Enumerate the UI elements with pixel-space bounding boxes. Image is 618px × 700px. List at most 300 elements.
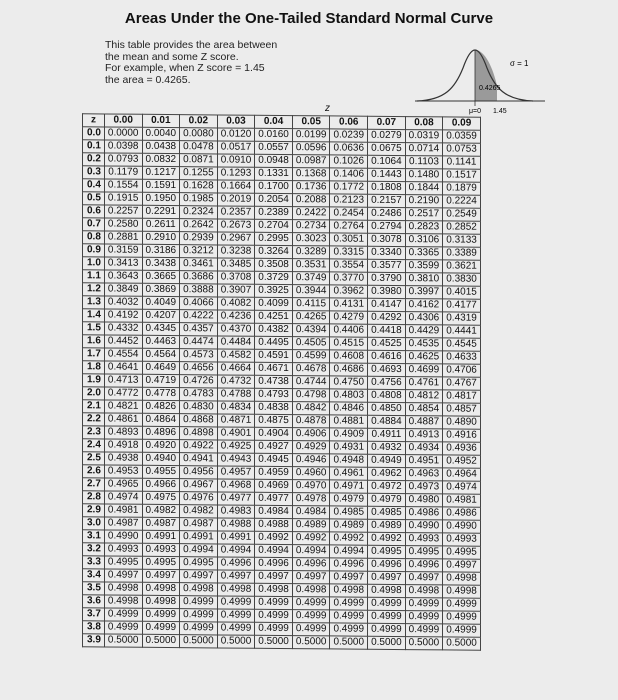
area-cell: 0.4750	[330, 376, 368, 389]
area-cell: 0.4997	[217, 570, 255, 583]
z-value-cell: 0.3	[83, 166, 105, 179]
area-cell: 0.4177	[443, 299, 481, 312]
area-cell: 0.4985	[330, 506, 368, 519]
area-cell: 0.4332	[104, 322, 142, 335]
area-cell: 0.4977	[217, 492, 255, 505]
area-cell: 0.4998	[368, 584, 406, 597]
z-value-label: 1.45	[493, 108, 507, 115]
area-cell: 0.0871	[180, 154, 218, 167]
area-cell: 0.4788	[217, 388, 255, 401]
area-cell: 0.2357	[217, 206, 255, 219]
area-cell: 0.4726	[180, 375, 218, 388]
area-cell: 0.3051	[330, 233, 368, 246]
area-cell: 0.4878	[292, 415, 330, 428]
area-cell: 0.4990	[405, 520, 443, 533]
area-cell: 0.1736	[292, 181, 330, 194]
column-header: 0.05	[292, 116, 330, 129]
area-cell: 0.2967	[217, 232, 255, 245]
z-value-cell: 3.4	[83, 569, 105, 582]
z-value-cell: 1.9	[83, 374, 105, 387]
area-cell: 0.4985	[368, 506, 406, 519]
area-cell: 0.4808	[368, 389, 406, 402]
area-cell: 0.4678	[292, 363, 330, 376]
area-cell: 0.4936	[443, 442, 481, 455]
area-cell: 0.3389	[443, 247, 481, 260]
column-header: 0.07	[368, 116, 406, 129]
area-cell: 0.0359	[443, 130, 481, 143]
area-cell: 0.4999	[255, 609, 293, 622]
area-cell: 0.3461	[180, 258, 218, 271]
area-cell: 0.2517	[405, 208, 443, 221]
area-cell: 0.4999	[255, 596, 293, 609]
area-cell: 0.4938	[104, 452, 142, 465]
area-cell: 0.3186	[142, 244, 180, 257]
column-header: 0.08	[405, 117, 443, 130]
area-cell: 0.4927	[255, 440, 293, 453]
area-cell: 0.3980	[368, 285, 406, 298]
area-cell: 0.4999	[142, 608, 180, 621]
z-value-cell: 3.1	[83, 530, 105, 543]
area-cell: 0.3749	[292, 272, 330, 285]
area-cell: 0.4554	[104, 348, 142, 361]
area-cell: 0.4830	[180, 401, 218, 414]
area-cell: 0.1443	[368, 168, 406, 181]
area-cell: 0.4997	[330, 571, 368, 584]
area-cell: 0.0398	[104, 140, 142, 153]
area-cell: 0.4999	[405, 611, 443, 624]
area-cell: 0.4505	[292, 337, 330, 350]
shaded-area	[475, 50, 497, 101]
area-cell: 0.4941	[180, 453, 218, 466]
z-value-cell: 2.8	[83, 491, 105, 504]
z-value-cell: 2.0	[83, 387, 105, 400]
area-cell: 0.4732	[217, 375, 255, 388]
area-cell: 0.4706	[443, 364, 481, 377]
column-header: 0.03	[217, 115, 255, 128]
area-cell: 0.4952	[443, 455, 481, 468]
area-cell: 0.4965	[104, 478, 142, 491]
area-cell: 0.4918	[104, 439, 142, 452]
area-cell: 0.4998	[142, 582, 180, 595]
area-cell: 0.5000	[217, 635, 255, 648]
area-cell: 0.1700	[255, 180, 293, 193]
area-cell: 0.4951	[405, 455, 443, 468]
area-cell: 0.0239	[330, 129, 368, 142]
area-cell: 0.4999	[104, 608, 142, 621]
area-cell: 0.4564	[142, 348, 180, 361]
area-cell: 0.5000	[443, 637, 481, 650]
area-cell: 0.4980	[405, 494, 443, 507]
area-cell: 0.3508	[255, 258, 293, 271]
area-cell: 0.3665	[142, 270, 180, 283]
area-cell: 0.0160	[255, 128, 293, 141]
area-cell: 0.4986	[405, 507, 443, 520]
area-cell: 0.4999	[217, 609, 255, 622]
area-cell: 0.4535	[405, 338, 443, 351]
area-cell: 0.4861	[104, 413, 142, 426]
z-value-cell: 2.9	[83, 504, 105, 517]
z-value-cell: 3.7	[83, 608, 105, 621]
area-cell: 0.4906	[292, 428, 330, 441]
area-cell: 0.4207	[142, 309, 180, 322]
area-cell: 0.4996	[368, 558, 406, 571]
area-cell: 0.4834	[217, 401, 255, 414]
z-value-cell: 2.7	[83, 478, 105, 491]
area-cell: 0.4992	[368, 532, 406, 545]
area-cell: 0.5000	[368, 636, 406, 649]
area-cell: 0.2190	[405, 195, 443, 208]
area-cell: 0.4999	[255, 622, 293, 635]
z-value-cell: 2.4	[83, 439, 105, 452]
area-cell: 0.4999	[368, 597, 406, 610]
area-cell: 0.4633	[443, 351, 481, 364]
area-cell: 0.1591	[142, 179, 180, 192]
area-cell: 0.4082	[217, 297, 255, 310]
area-cell: 0.4998	[104, 582, 142, 595]
area-cell: 0.2019	[217, 193, 255, 206]
area-cell: 0.4699	[405, 364, 443, 377]
area-cell: 0.4441	[443, 325, 481, 338]
area-cell: 0.4993	[443, 533, 481, 546]
area-cell: 0.3289	[292, 246, 330, 259]
area-cell: 0.2852	[443, 221, 481, 234]
area-cell: 0.4162	[405, 299, 443, 312]
area-cell: 0.0910	[217, 154, 255, 167]
area-cell: 0.4545	[443, 338, 481, 351]
area-cell: 0.3264	[255, 245, 293, 258]
area-cell: 0.4192	[104, 309, 142, 322]
area-cell: 0.4893	[104, 426, 142, 439]
area-cell: 0.4991	[142, 530, 180, 543]
area-cell: 0.4671	[255, 362, 293, 375]
area-cell: 0.4999	[368, 623, 406, 636]
area-cell: 0.4913	[405, 429, 443, 442]
area-cell: 0.4744	[292, 376, 330, 389]
area-cell: 0.1879	[443, 182, 481, 195]
area-cell: 0.4099	[255, 297, 293, 310]
area-cell: 0.1141	[443, 156, 481, 169]
area-cell: 0.4975	[142, 491, 180, 504]
area-cell: 0.4292	[368, 311, 406, 324]
area-cell: 0.4641	[104, 361, 142, 374]
area-cell: 0.4997	[255, 570, 293, 583]
area-cell: 0.3554	[330, 259, 368, 272]
area-cell: 0.3925	[255, 284, 293, 297]
area-cell: 0.1950	[142, 192, 180, 205]
area-cell: 0.3485	[217, 258, 255, 271]
area-cell: 0.4945	[255, 453, 293, 466]
area-cell: 0.3962	[330, 285, 368, 298]
normal-curve-diagram	[415, 28, 565, 118]
area-cell: 0.4999	[104, 621, 142, 634]
z-value-cell: 3.9	[83, 634, 105, 647]
area-cell: 0.4772	[104, 387, 142, 400]
area-cell: 0.4147	[368, 298, 406, 311]
area-cell: 0.3790	[368, 272, 406, 285]
area-cell: 0.1554	[104, 179, 142, 192]
area-cell: 0.4767	[443, 377, 481, 390]
area-cell: 0.4998	[443, 585, 481, 598]
area-cell: 0.4997	[104, 569, 142, 582]
z-value-cell: 2.6	[83, 465, 105, 478]
sigma-label: σ = 1	[510, 59, 529, 68]
area-cell: 0.4991	[217, 531, 255, 544]
area-cell: 0.4783	[180, 388, 218, 401]
area-cell: 0.4738	[255, 375, 293, 388]
area-cell: 0.4994	[180, 544, 218, 557]
area-cell: 0.4495	[255, 336, 293, 349]
area-cell: 0.4909	[330, 428, 368, 441]
area-cell: 0.0557	[255, 141, 293, 154]
area-cell: 0.0040	[142, 127, 180, 140]
area-cell: 0.0517	[217, 141, 255, 154]
area-cell: 0.4868	[180, 414, 218, 427]
area-cell: 0.4969	[255, 479, 293, 492]
area-cell: 0.4998	[405, 585, 443, 598]
area-cell: 0.4992	[255, 531, 293, 544]
area-cell: 0.4996	[330, 558, 368, 571]
z-value-cell: 1.6	[83, 335, 105, 348]
column-header: 0.04	[255, 115, 293, 128]
area-cell: 0.4463	[142, 335, 180, 348]
z-value-cell: 3.2	[83, 543, 105, 556]
column-header: 0.06	[330, 116, 368, 129]
area-cell: 0.4996	[405, 559, 443, 572]
z-value-cell: 3.6	[83, 595, 105, 608]
intro-line: For example, when Z score = 1.45	[105, 62, 265, 74]
area-cell: 0.4986	[443, 507, 481, 520]
area-cell: 0.3212	[180, 245, 218, 258]
area-cell: 0.3830	[443, 273, 481, 286]
area-cell: 0.4573	[180, 349, 218, 362]
area-cell: 0.3531	[292, 259, 330, 272]
z-column-header: z	[83, 114, 105, 127]
area-cell: 0.5000	[405, 637, 443, 650]
area-cell: 0.4394	[292, 324, 330, 337]
column-header: 0.00	[104, 114, 142, 127]
area-cell: 0.4693	[368, 363, 406, 376]
area-cell: 0.1217	[142, 166, 180, 179]
area-cell: 0.4998	[142, 595, 180, 608]
area-cell: 0.4279	[330, 311, 368, 324]
area-cell: 0.4875	[255, 414, 293, 427]
z-value-cell: 2.5	[83, 452, 105, 465]
area-cell: 0.4817	[443, 390, 481, 403]
area-cell: 0.4884	[368, 415, 406, 428]
area-cell: 0.2088	[292, 194, 330, 207]
area-cell: 0.4995	[368, 545, 406, 558]
area-cell: 0.4306	[405, 312, 443, 325]
area-cell: 0.0199	[292, 129, 330, 142]
area-cell: 0.4515	[330, 337, 368, 350]
area-cell: 0.4976	[180, 492, 218, 505]
area-cell: 0.4996	[217, 557, 255, 570]
area-cell: 0.1368	[292, 168, 330, 181]
area-cell: 0.4357	[180, 323, 218, 336]
area-cell: 0.4999	[443, 624, 481, 637]
area-cell: 0.4812	[405, 390, 443, 403]
table-row	[83, 634, 481, 650]
area-cell: 0.4382	[255, 323, 293, 336]
z-value-cell: 1.3	[83, 296, 105, 309]
area-cell: 0.1772	[330, 181, 368, 194]
area-cell: 0.2910	[142, 231, 180, 244]
area-cell: 0.4978	[292, 493, 330, 506]
area-cell: 0.4999	[292, 623, 330, 636]
area-cell: 0.1026	[330, 155, 368, 168]
area-cell: 0.4838	[255, 401, 293, 414]
area-cell: 0.5000	[104, 634, 142, 647]
area-cell: 0.4854	[405, 403, 443, 416]
area-cell: 0.3340	[368, 246, 406, 259]
z-value-cell: 2.1	[83, 400, 105, 413]
area-cell: 0.2549	[443, 208, 481, 221]
area-cell: 0.4964	[443, 468, 481, 481]
z-value-cell: 1.7	[83, 348, 105, 361]
area-cell: 0.1517	[443, 169, 481, 182]
z-value-cell: 0.8	[83, 231, 105, 244]
area-cell: 0.4998	[443, 572, 481, 585]
z-value-cell: 2.2	[83, 413, 105, 426]
area-cell: 0.1406	[330, 168, 368, 181]
area-cell: 0.2611	[142, 218, 180, 231]
area-cell: 0.4803	[330, 389, 368, 402]
z-value-cell: 3.3	[83, 556, 105, 569]
z-value-cell: 1.1	[83, 270, 105, 283]
area-cell: 0.4920	[142, 439, 180, 452]
area-cell: 0.2257	[104, 205, 142, 218]
area-cell: 0.0636	[330, 142, 368, 155]
area-cell: 0.4932	[368, 441, 406, 454]
mean-label: μ=0	[469, 108, 482, 115]
area-cell: 0.4995	[180, 557, 218, 570]
area-cell: 0.3438	[142, 257, 180, 270]
area-cell: 0.0793	[104, 153, 142, 166]
area-cell: 0.4974	[443, 481, 481, 494]
area-cell: 0.4452	[104, 335, 142, 348]
z-value-cell: 0.6	[83, 205, 105, 218]
area-cell: 0.4948	[330, 454, 368, 467]
area-cell: 0.4115	[292, 298, 330, 311]
area-cell: 0.4999	[292, 597, 330, 610]
area-cell: 0.2123	[330, 194, 368, 207]
area-cell: 0.3577	[368, 259, 406, 272]
area-cell: 0.4999	[217, 622, 255, 635]
area-cell: 0.4131	[330, 298, 368, 311]
area-cell: 0.2939	[180, 232, 218, 245]
area-cell: 0.4997	[443, 559, 481, 572]
area-cell: 0.1255	[180, 167, 218, 180]
area-cell: 0.4998	[217, 583, 255, 596]
area-cell: 0.4995	[405, 546, 443, 559]
area-cell: 0.0478	[180, 141, 218, 154]
column-header: 0.09	[443, 117, 481, 130]
z-value-cell: 3.0	[83, 517, 105, 530]
area-cell: 0.4955	[142, 465, 180, 478]
area-cell: 0.2054	[255, 193, 293, 206]
area-cell: 0.4953	[104, 465, 142, 478]
area-cell: 0.4911	[368, 428, 406, 441]
area-cell: 0.4982	[142, 504, 180, 517]
area-cell: 0.4925	[217, 440, 255, 453]
area-cell: 0.4981	[443, 494, 481, 507]
area-cell: 0.4857	[443, 403, 481, 416]
area-cell: 0.4236	[217, 310, 255, 323]
area-cell: 0.4989	[330, 519, 368, 532]
area-cell: 0.4686	[330, 363, 368, 376]
area-cell: 0.4982	[180, 505, 218, 518]
area-cell: 0.4821	[104, 400, 142, 413]
area-cell: 0.1103	[405, 156, 443, 169]
area-cell: 0.4995	[142, 556, 180, 569]
area-cell: 0.3599	[405, 260, 443, 273]
area-cell: 0.5000	[255, 635, 293, 648]
area-cell: 0.0596	[292, 142, 330, 155]
area-cell: 0.4992	[292, 532, 330, 545]
area-cell: 0.4943	[217, 453, 255, 466]
area-cell: 0.4999	[330, 610, 368, 623]
z-value-cell: 0.2	[83, 153, 105, 166]
area-cell: 0.1808	[368, 181, 406, 194]
area-cell: 0.3997	[405, 286, 443, 299]
area-cell: 0.4251	[255, 310, 293, 323]
area-cell: 0.4974	[104, 491, 142, 504]
area-cell: 0.4429	[405, 325, 443, 338]
z-value-cell: 2.3	[83, 426, 105, 439]
area-cell: 0.4484	[217, 336, 255, 349]
z-axis-label: z	[325, 103, 330, 114]
area-cell: 0.4983	[217, 505, 255, 518]
area-cell: 0.4960	[292, 467, 330, 480]
area-cell: 0.4984	[292, 506, 330, 519]
area-cell: 0.3078	[368, 233, 406, 246]
area-cell: 0.4987	[142, 517, 180, 530]
area-cell: 0.4015	[443, 286, 481, 299]
area-cell: 0.4929	[292, 441, 330, 454]
page-title: Areas Under the One-Tailed Standard Normal Curve	[124, 10, 494, 27]
area-cell: 0.4664	[217, 362, 255, 375]
area-cell: 0.3849	[104, 283, 142, 296]
z-value-cell: 1.0	[83, 257, 105, 270]
area-cell: 0.4922	[180, 440, 218, 453]
area-cell: 0.1985	[180, 193, 218, 206]
area-cell: 0.4719	[142, 374, 180, 387]
area-cell: 0.2157	[368, 194, 406, 207]
area-cell: 0.0832	[142, 153, 180, 166]
area-cell: 0.1293	[217, 167, 255, 180]
area-cell: 0.4761	[405, 377, 443, 390]
area-cell: 0.4582	[217, 349, 255, 362]
area-cell: 0.4222	[180, 310, 218, 323]
area-cell: 0.4406	[330, 324, 368, 337]
area-cell: 0.3810	[405, 273, 443, 286]
area-cell: 0.5000	[180, 635, 218, 648]
area-cell: 0.4999	[217, 596, 255, 609]
area-cell: 0.4956	[180, 466, 218, 479]
z-value-cell: 3.8	[83, 621, 105, 634]
area-cell: 0.2764	[330, 220, 368, 233]
area-cell: 0.4898	[180, 427, 218, 440]
area-cell: 0.5000	[292, 636, 330, 649]
area-cell: 0.3413	[104, 257, 142, 270]
z-value-cell: 0.7	[83, 218, 105, 231]
area-cell: 0.3869	[142, 283, 180, 296]
area-cell: 0.4989	[292, 519, 330, 532]
area-cell: 0.4998	[104, 595, 142, 608]
area-cell: 0.0279	[368, 129, 406, 142]
area-cell: 0.4990	[104, 530, 142, 543]
area-cell: 0.0675	[368, 142, 406, 155]
